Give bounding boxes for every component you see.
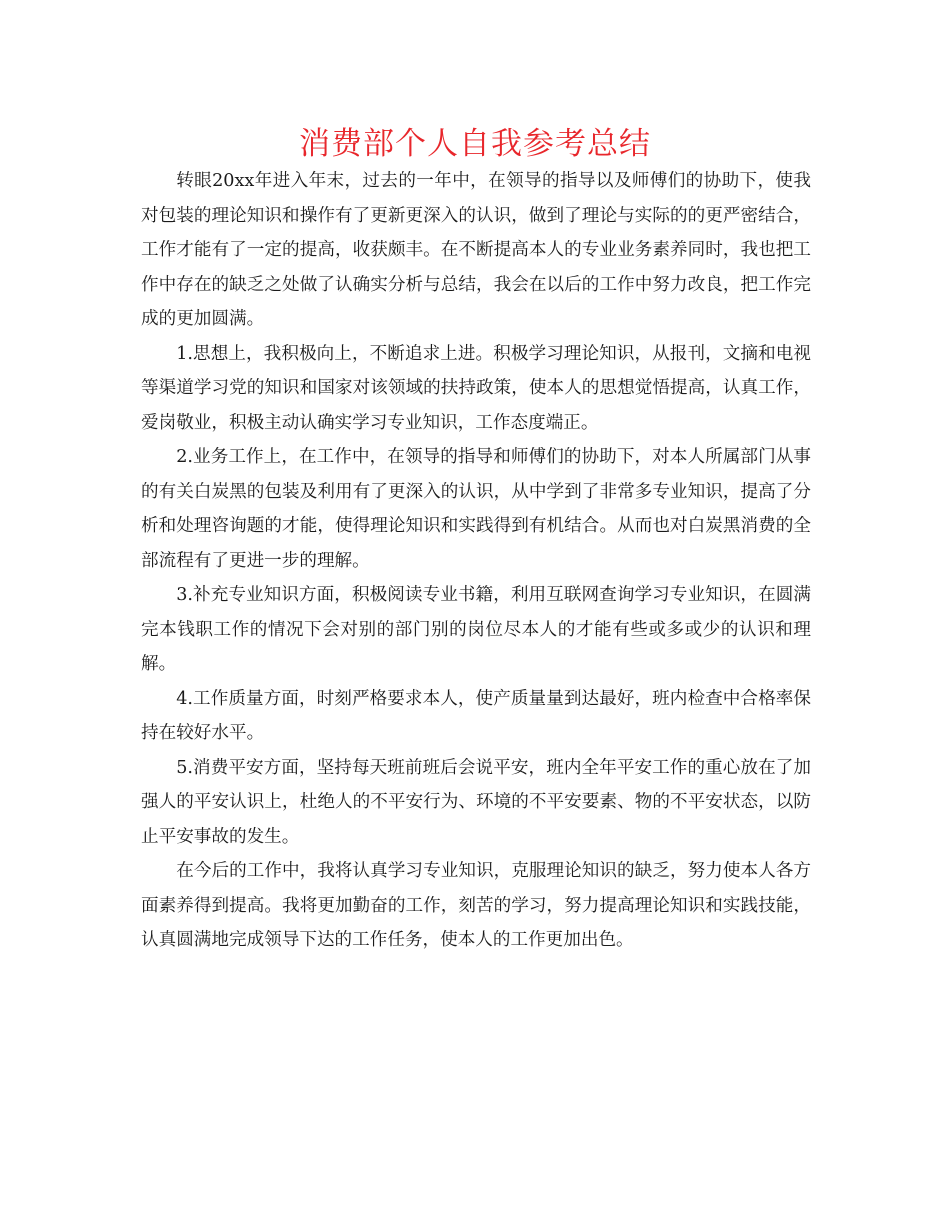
paragraph-item-2: 2.业务工作上，在工作中，在领导的指导和师傅们的协助下，对本人所属部门从事的有关白炭黑的包装及利用有了更深入的认识，从中学到了非常多专业知识，提高了分析和处理咨询题的才能，使得理论知识和实践得到有机结合。从而也对白炭黑消费的全部流程有了更进一步的理解。 — [141, 447, 811, 571]
paragraph-item-4: 4.工作质量方面，时刻严格要求本人，使产质量量到达最好，班内检查中合格率保持在较好水平。 — [141, 688, 811, 743]
paragraph-item-1: 1.思想上，我积极向上，不断追求上进。积极学习理论知识，从报刊，文摘和电视等渠道学习党的知识和国家对该领域的扶持政策，使本人的思想觉悟提高，认真工作，爱岗敬业，积极主动认确实学习专业知识，工作态度端正。 — [141, 343, 811, 433]
paragraph-conclusion: 在今后的工作中，我将认真学习专业知识，克服理论知识的缺乏，努力使本人各方面素养得到提高。我将更加勤奋的工作，刻苦的学习，努力提高理论知识和实践技能，认真圆满地完成领导下达的工作任务，使本人的工作更加出色。 — [141, 861, 811, 950]
document-title: 消费部个人自我参考总结 — [299, 126, 651, 162]
document-body — [141, 164, 811, 958]
paragraph-item-5: 5.消费平安方面，坚持每天班前班后会说平安，班内全年平安工作的重心放在了加强人的平安认识上，杜绝人的不平安行为、环境的不平安要素、物的不平安状态，以防止平安事故的发生。 — [141, 757, 811, 847]
paragraph-intro: 转眼20xx年进入年末，过去的一年中，在领导的指导以及师傅们的协助下，使我对包装的理论知识和操作有了更新更深入的认识，做到了理论与实际的的更严密结合，工作才能有了一定的提高，收获颇丰。在不断提高本人的专业业务素养同时，我也把工作中存在的缺乏之处做了认确实分析与总结，我会在以后的工作中努力改良，把工作完成的更加圆满。 — [141, 171, 811, 329]
paragraph-item-3: 3.补充专业知识方面，积极阅读专业书籍，利用互联网查询学习专业知识，在圆满完本钱职工作的情况下会对别的部门别的岗位尽本人的才能有些或多或少的认识和理解。 — [141, 585, 811, 674]
